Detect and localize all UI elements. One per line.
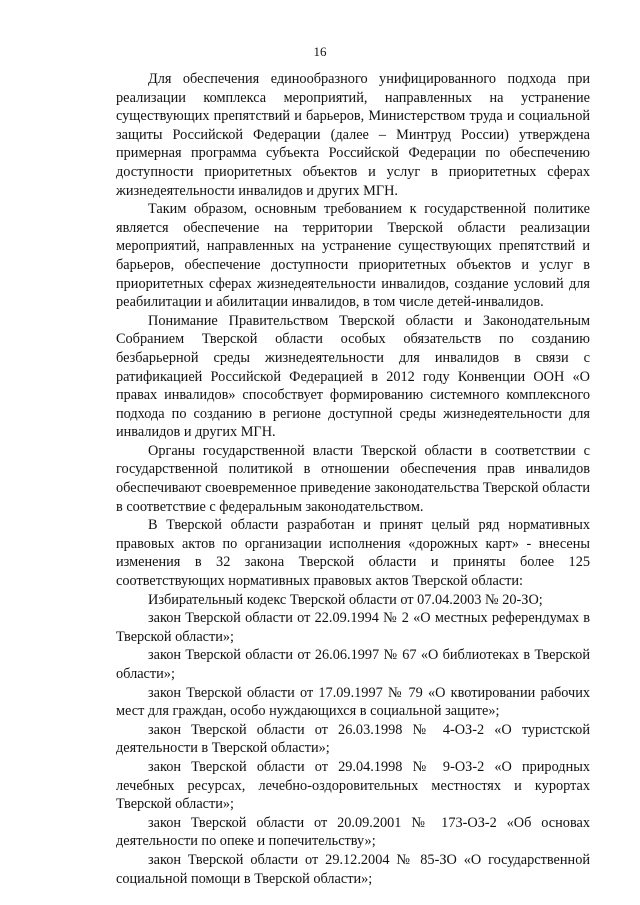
list-item-law-referendums: закон Тверской области от 22.09.1994 № 2 «О местных референдумах в Тверской области»; [116, 610, 590, 645]
paragraph-un-convention: Понимание Правительством Тверской области и Законодательным Собранием Тверской области особых обязательств по созданию безбарьерной среды жизнедеятельности для инвалидов в связи с ратификацией Российской Федерацией в 2012 году Конвенции ООН «О правах инвалидов» способствует формированию системного комплексного подхода по созданию в регионе доступной среды жизнедеятельности для инвалидов и других МГН. [116, 312, 590, 441]
list-item-law-job-quotas: закон Тверской области от 17.09.1997 № 79 «О квотировании рабочих мест для граждан, особо нуждающихся в социальной защите»; [116, 684, 590, 720]
paragraph-unified-approach: Для обеспечения единообразного унифицированного подхода при реализации комплекса мероприятий, направленных на устранение существующих препятствий и барьеров, Министерством труда и социальной защиты Российской Федерации (далее – Минтруд России) утверждена примерная программа субъекта Российской Федерации по обеспечению доступности приоритетных объектов и услуг в приоритетных сферах жизнедеятельности инвалидов и других МГН. [116, 71, 590, 199]
list-item-law-guardianship: закон Тверской области от 20.09.2001 № 173-ОЗ-2 «Об основах деятельности по опеке и попечительству»; [116, 814, 590, 850]
list-item-law-social-assistance: закон Тверской области от 29.12.2004 № 85-ЗО «О государственной социальной помощи в Тверской области»; [116, 851, 590, 887]
list-item-law-libraries: закон Тверской области от 26.06.1997 № 67 «О библиотеках в Тверской области»; [116, 647, 590, 682]
paragraph-normative-acts: В Тверской области разработан и принят целый ряд нормативных правовых актов по организации исполнения «дорожных карт» - внесены изменения в 32 закона Тверской области и приняты более 125 соответствующих нормативных правовых актов Тверской области: [116, 517, 590, 590]
list-item-law-natural-resources: закон Тверской области от 29.04.1998 № 9-ОЗ-2 «О природных лечебных ресурсах, лечебно-оздоровительных местностях и курортах Тверской области»; [116, 758, 590, 813]
paragraph-state-authorities: Органы государственной власти Тверской области в соответствии с государственной политикой в отношении обеспечения прав инвалидов обеспечивают своевременное приведение законодательства Тверской области в соответствие с федеральным законодательством. [116, 442, 590, 515]
list-item-electoral-code: Избирательный кодекс Тверской области от 07.04.2003 № 20-ЗО; [148, 591, 543, 608]
page-number: 16 [313, 44, 327, 59]
paragraph-main-requirement: Таким образом, основным требованием к государственной политике является обеспечение на территории Тверской области реализации мероприятий, направленных на устранение существующих препятствий и барьеров, обеспечение доступности приоритетных объектов и услуг в приоритетных сферах жизнедеятельности инвалидов, создание условий для реабилитации и абилитации инвалидов, в том числе детей-инвалидов. [116, 201, 590, 311]
document-body [116, 70, 590, 888]
list-item-law-tourism: закон Тверской области от 26.03.1998 № 4-ОЗ-2 «О туристской деятельности в Тверской области»; [116, 721, 590, 757]
